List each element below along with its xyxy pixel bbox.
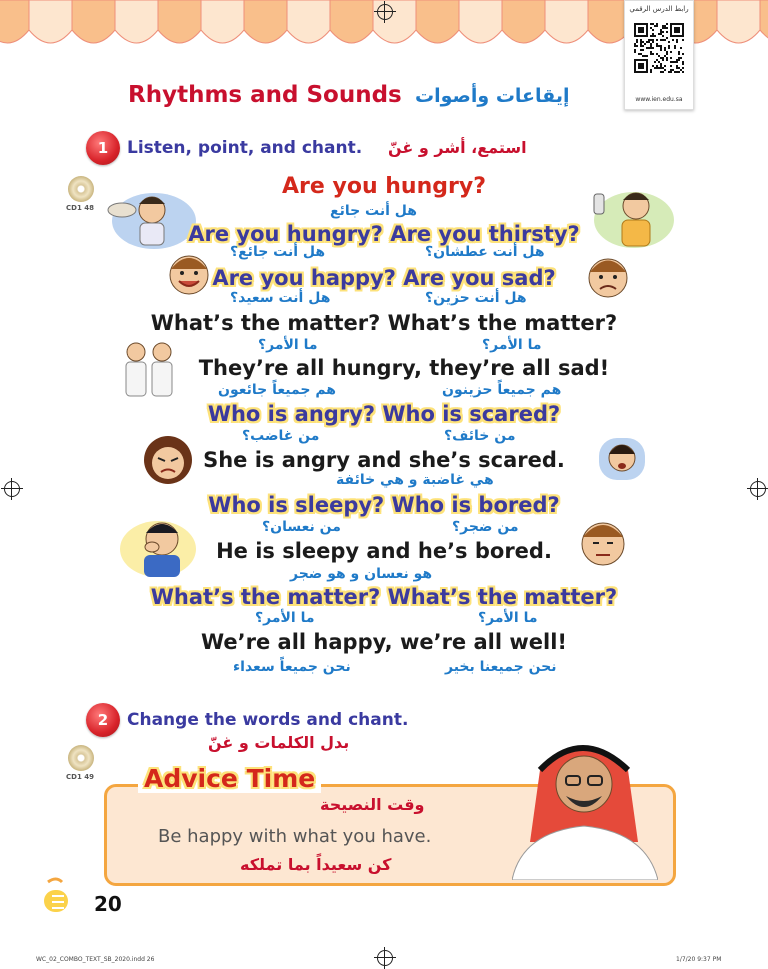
print-slug-left: WC_02_COMBO_TEXT_SB_2020.indd 26: [36, 956, 155, 963]
activity2-instruction-arabic: بدل الكلمات و غنّ: [208, 733, 350, 752]
chant-line-1: Are you hungry?: [282, 174, 486, 199]
chant-translation: هي غاضبة و هي خائفة: [336, 472, 494, 488]
chant-translation: من غاضب؟: [242, 428, 320, 444]
chant-translation: هل أنت حزين؟: [425, 290, 527, 306]
banner-scallop: [244, 0, 287, 43]
qr-caption: رابط الدرس الرقمي: [629, 5, 689, 13]
qr-code-icon: [634, 23, 684, 73]
banner-scallop: [29, 0, 72, 43]
activity1-instruction: Listen, point, and chant.: [127, 138, 363, 158]
chant-translation: هل أنت جائع: [330, 203, 417, 219]
banner-scallop: [545, 0, 588, 43]
banner-scallop: [416, 0, 459, 43]
banner-scallop: [502, 0, 545, 43]
chant-translation: هل أنت جائع؟: [230, 244, 326, 260]
banner-scallop: [115, 0, 158, 43]
chant-line-4: What’s the matter? What’s the matter?: [150, 311, 618, 335]
registration-mark-icon: [377, 4, 393, 20]
chant-line-7: She is angry and she’s scared.: [203, 448, 565, 472]
chant-line-6: Who is angry? Who is scared?: [207, 402, 561, 426]
audio-cd-icon[interactable]: [68, 745, 94, 771]
registration-mark-icon: [377, 950, 393, 966]
activity-number-badge: 2: [86, 703, 120, 737]
activity2-instruction: Change the words and chant.: [127, 710, 409, 730]
chant-translation: من ضجر؟: [452, 519, 519, 535]
chant-line-3: Are you happy? Are you sad?: [212, 266, 556, 290]
banner-scallop: [287, 0, 330, 43]
chant-translation: من نعسان؟: [262, 519, 341, 535]
banner-scallop: [760, 0, 768, 43]
banner-scallop: [459, 0, 502, 43]
cd-track-label: CD1 49: [66, 773, 94, 781]
chant-translation: هم جميعاً جائعون: [218, 382, 337, 398]
chant-translation: هو نعسان و هو ضجر: [290, 566, 433, 582]
qr-card[interactable]: [624, 0, 694, 110]
page-title: Rhythms and Sounds: [128, 82, 402, 108]
chant-translation: ما الأمر؟: [255, 610, 315, 626]
chant-line-2: Are you hungry? Are you thirsty?: [188, 222, 580, 246]
banner-scallop: [201, 0, 244, 43]
chant-translation: نحن جميعاً سعداء: [233, 659, 351, 675]
banner-scallop: [330, 0, 373, 43]
chant-translation: هم جميعاً حزينون: [442, 382, 562, 398]
cd-track-label: CD1 48: [66, 204, 94, 212]
series-logo-icon: [42, 876, 72, 916]
chant-translation: من خائف؟: [444, 428, 516, 444]
banner-scallop: [717, 0, 760, 43]
chant-translation: هل أنت سعيد؟: [230, 290, 331, 306]
advice-text: Be happy with what you have.: [158, 826, 432, 847]
banner-scallop: [72, 0, 115, 43]
chant-line-8: Who is sleepy? Who is bored?: [208, 493, 560, 517]
chant-translation: نحن جميعنا بخير: [445, 659, 557, 675]
print-slug-right: 1/7/20 9:37 PM: [676, 956, 722, 963]
banner-scallop: [0, 0, 29, 43]
activity1-instruction-arabic: استمع، أشر و غنّ: [388, 138, 527, 157]
chant-line-9: He is sleepy and he’s bored.: [216, 539, 552, 563]
banner-scallop: [158, 0, 201, 43]
chant-translation: ما الأمر؟: [482, 337, 542, 353]
chant-line-10: What’s the matter? What’s the matter?: [150, 585, 618, 609]
page-title-arabic: إيقاعات وأصوات: [415, 85, 570, 107]
advice-text-arabic: كن سعيداً بما تملكه: [240, 855, 392, 874]
chant-translation: هل أنت عطشان؟: [425, 244, 545, 260]
page-number: 20: [94, 892, 122, 916]
chant-line-5: They’re all hungry, they’re all sad!: [198, 356, 610, 380]
activity-number-badge: 1: [86, 131, 120, 165]
chant-line-11: We’re all happy, we’re all well!: [201, 630, 567, 654]
man-in-ghutra-illustration: [512, 722, 658, 880]
chant-translation: ما الأمر؟: [258, 337, 318, 353]
qr-url[interactable]: www.ien.edu.sa: [635, 96, 683, 103]
advice-title-arabic: وقت النصيحة: [320, 795, 425, 814]
chant-translation: ما الأمر؟: [478, 610, 538, 626]
advice-title: Advice Time: [138, 764, 321, 793]
